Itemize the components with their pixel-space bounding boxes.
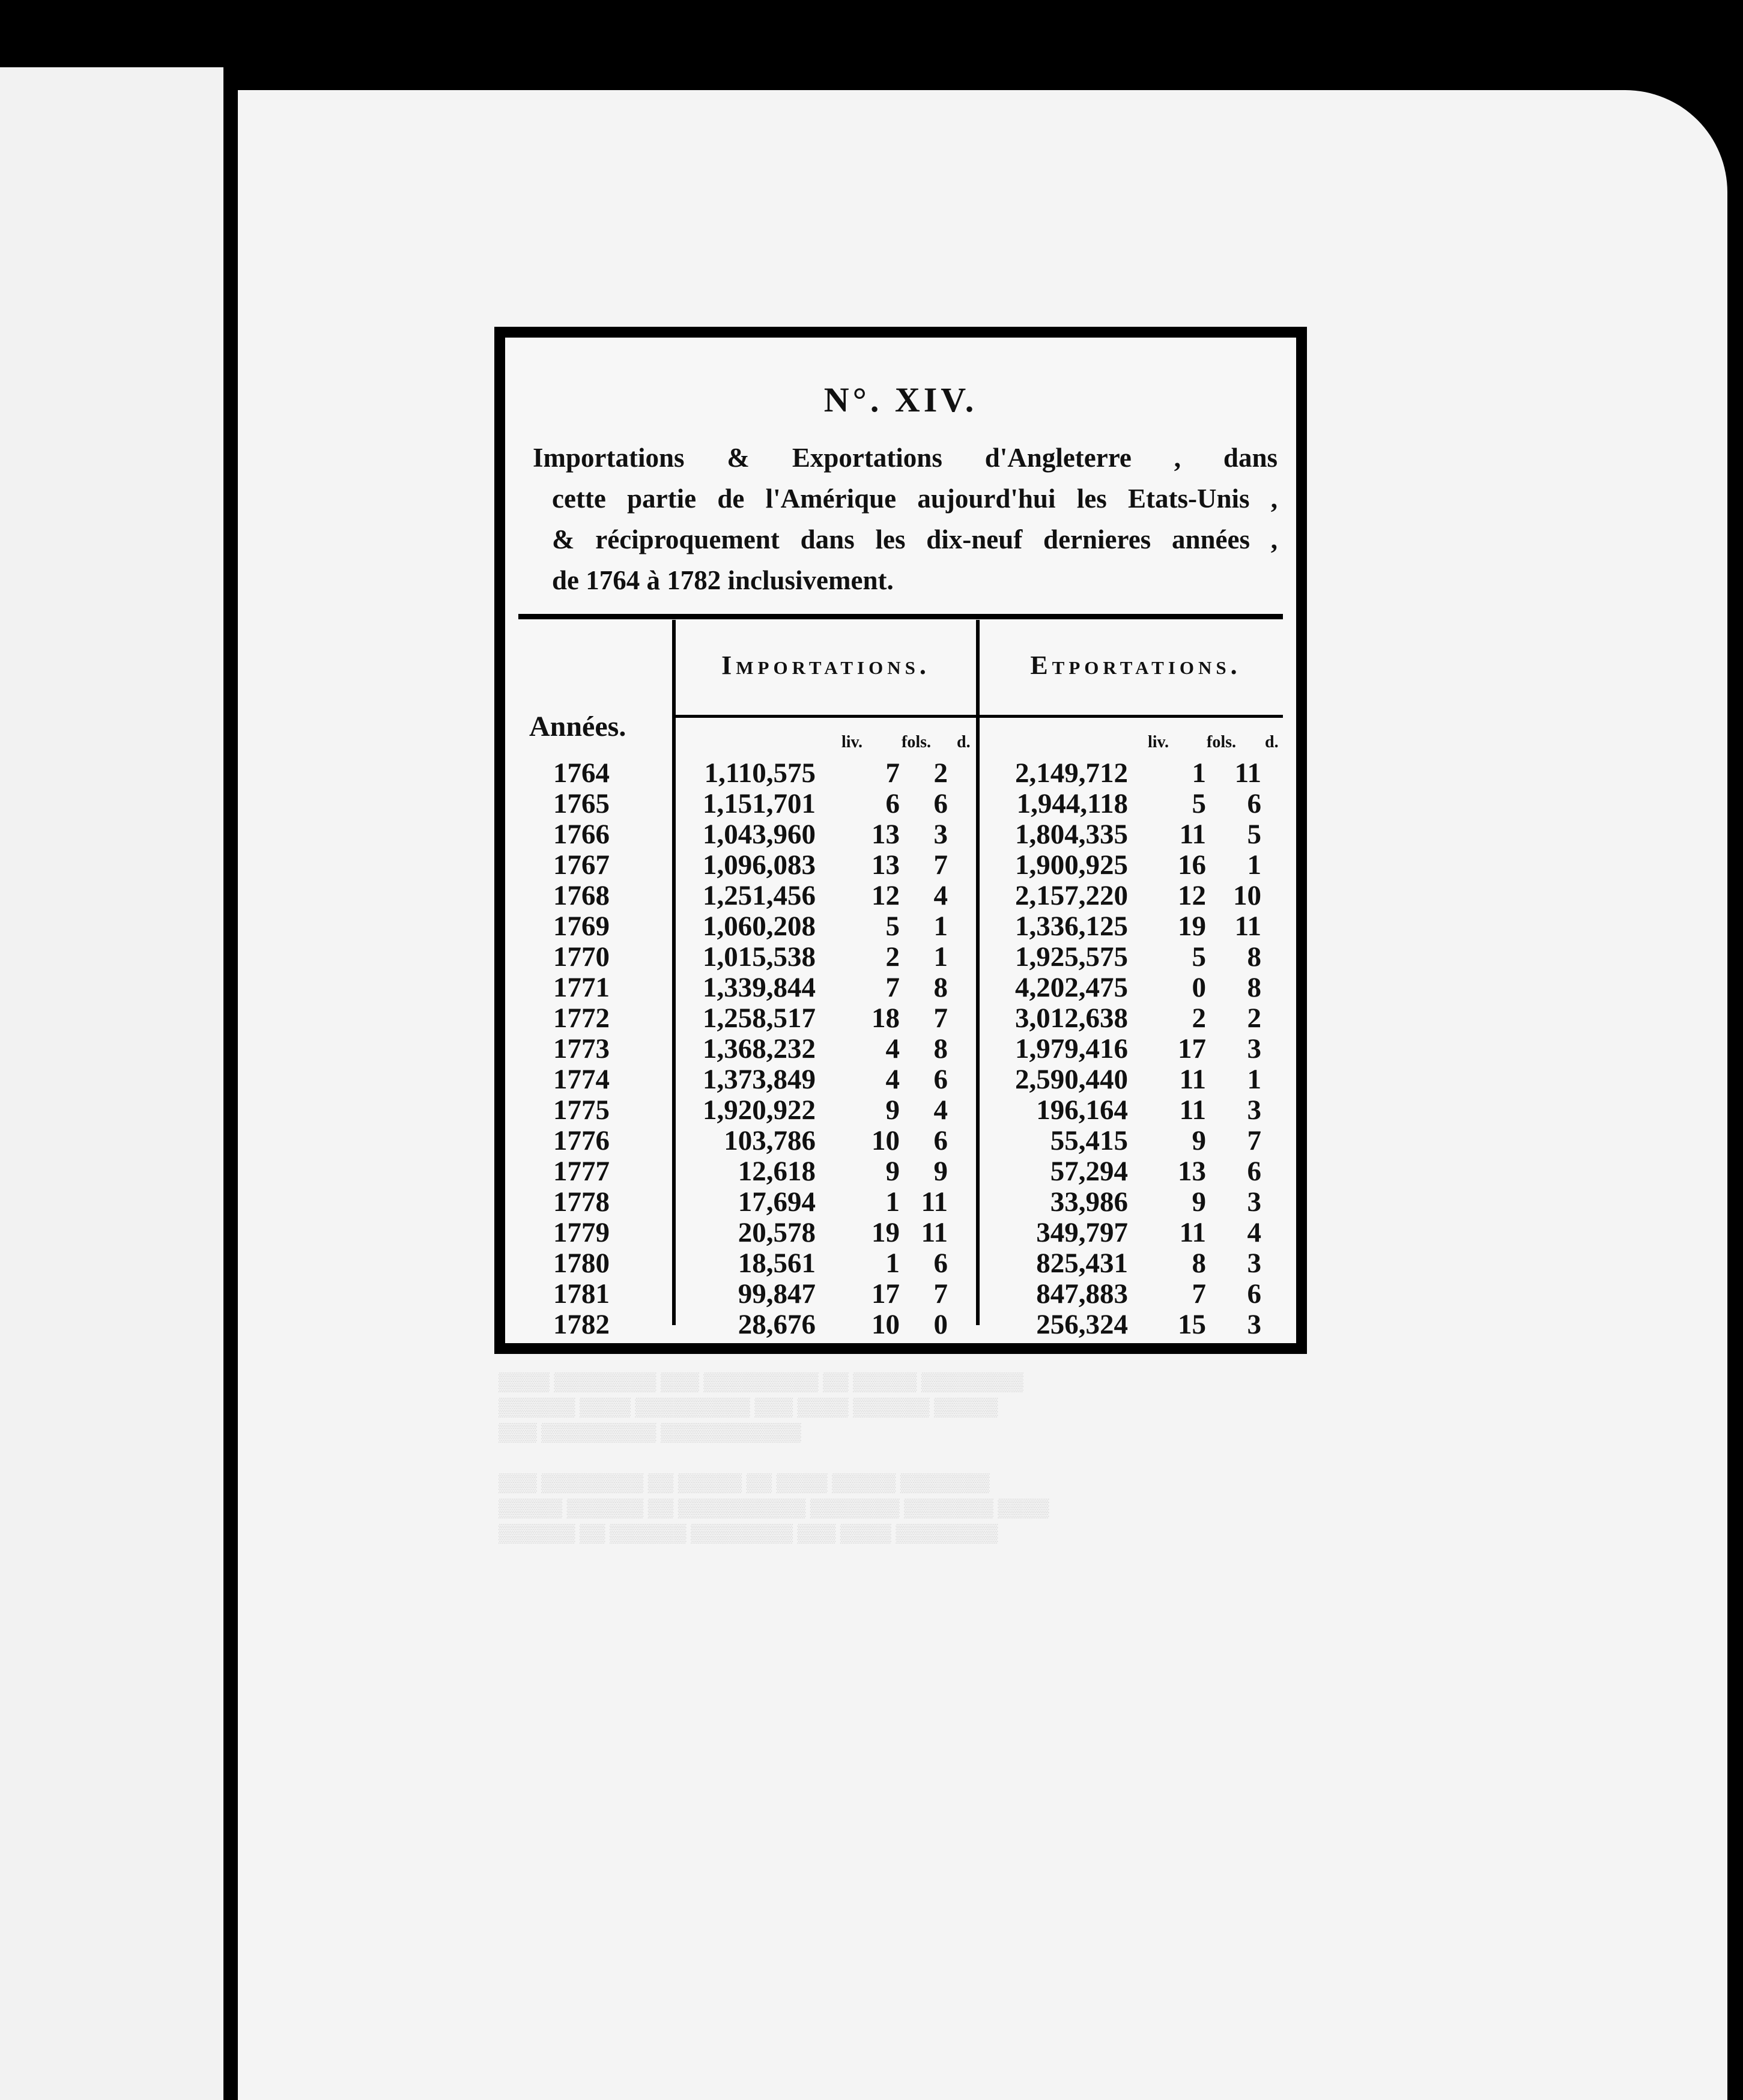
import-deniers-cell: 7 xyxy=(933,1278,948,1309)
export-sols-cell: 11 xyxy=(1179,1094,1206,1126)
table-row xyxy=(505,1155,1296,1186)
imports-d-unit: d. xyxy=(957,733,971,751)
year-cell: 1766 xyxy=(553,819,610,850)
year-cell: 1779 xyxy=(553,1217,610,1248)
title-line-3: & réciproquement dans les dix-neuf dernieres années , xyxy=(552,524,1278,554)
export-livres-cell: 847,883 xyxy=(1036,1278,1128,1309)
export-deniers-cell: 3 xyxy=(1247,1186,1261,1218)
export-livres-cell: 1,804,335 xyxy=(1015,819,1128,850)
imports-header-rule xyxy=(676,715,976,718)
export-deniers-cell: 8 xyxy=(1247,972,1261,1003)
year-cell: 1780 xyxy=(553,1248,610,1279)
import-deniers-cell: 1 xyxy=(933,941,948,973)
export-livres-cell: 1,336,125 xyxy=(1015,911,1128,942)
import-livres-cell: 1,151,701 xyxy=(703,788,816,819)
export-sols-cell: 5 xyxy=(1192,788,1206,819)
import-sols-cell: 9 xyxy=(885,1094,900,1126)
year-cell: 1764 xyxy=(553,757,610,789)
import-deniers-cell: 8 xyxy=(933,1033,948,1064)
export-deniers-cell: 1 xyxy=(1247,849,1261,881)
year-cell: 1781 xyxy=(553,1278,610,1309)
import-deniers-cell: 1 xyxy=(933,911,948,942)
import-deniers-cell: 6 xyxy=(933,1125,948,1156)
table-row xyxy=(505,1247,1296,1278)
page-edge xyxy=(1729,150,1743,2100)
export-sols-cell: 11 xyxy=(1179,1064,1206,1095)
export-sols-cell: 16 xyxy=(1178,849,1206,881)
export-sols-cell: 9 xyxy=(1192,1125,1206,1156)
table-row xyxy=(505,1033,1296,1063)
import-sols-cell: 19 xyxy=(872,1217,900,1248)
import-deniers-cell: 0 xyxy=(933,1309,948,1340)
year-cell: 1778 xyxy=(553,1186,610,1218)
export-deniers-cell: 3 xyxy=(1247,1033,1261,1064)
export-sols-cell: 7 xyxy=(1192,1278,1206,1309)
import-livres-cell: 20,578 xyxy=(738,1217,816,1248)
table-inner xyxy=(503,335,1299,1346)
export-livres-cell: 825,431 xyxy=(1036,1248,1128,1279)
table-row xyxy=(505,1002,1296,1033)
export-sols-cell: 2 xyxy=(1192,1003,1206,1034)
year-cell: 1772 xyxy=(553,1003,610,1034)
export-deniers-cell: 7 xyxy=(1247,1125,1261,1156)
import-sols-cell: 17 xyxy=(872,1278,900,1309)
import-livres-cell: 1,060,208 xyxy=(703,911,816,942)
import-deniers-cell: 11 xyxy=(921,1186,948,1218)
exports-liv-unit: liv. xyxy=(1148,733,1169,751)
import-sols-cell: 13 xyxy=(872,849,900,881)
import-sols-cell: 2 xyxy=(885,941,900,973)
import-livres-cell: 1,096,083 xyxy=(703,849,816,881)
table-title xyxy=(533,437,1278,601)
year-cell: 1782 xyxy=(553,1309,610,1340)
import-deniers-cell: 3 xyxy=(933,819,948,850)
import-deniers-cell: 2 xyxy=(933,757,948,789)
export-sols-cell: 19 xyxy=(1178,911,1206,942)
import-deniers-cell: 11 xyxy=(921,1217,948,1248)
import-sols-cell: 9 xyxy=(885,1156,900,1187)
table-row xyxy=(505,1186,1296,1216)
export-livres-cell: 33,986 xyxy=(1050,1186,1128,1218)
export-livres-cell: 55,415 xyxy=(1050,1125,1128,1156)
export-sols-cell: 12 xyxy=(1178,880,1206,911)
import-deniers-cell: 4 xyxy=(933,1094,948,1126)
title-line-1: Importations & Exportations d'Angleterre , dans xyxy=(533,443,1278,473)
year-cell: 1768 xyxy=(553,880,610,911)
left-page xyxy=(0,67,229,2100)
import-livres-cell: 1,251,456 xyxy=(703,880,816,911)
year-cell: 1777 xyxy=(553,1156,610,1187)
table-row xyxy=(505,1278,1296,1308)
export-sols-cell: 11 xyxy=(1179,819,1206,850)
export-deniers-cell: 6 xyxy=(1247,1278,1261,1309)
import-sols-cell: 10 xyxy=(872,1309,900,1340)
import-deniers-cell: 6 xyxy=(933,1064,948,1095)
table-row xyxy=(505,1063,1296,1094)
exports-header-rule xyxy=(980,715,1283,718)
table-frame xyxy=(494,327,1307,1354)
import-livres-cell: 28,676 xyxy=(738,1309,816,1340)
import-deniers-cell: 4 xyxy=(933,880,948,911)
export-sols-cell: 5 xyxy=(1192,941,1206,973)
table-row xyxy=(505,1124,1296,1155)
export-deniers-cell: 6 xyxy=(1247,788,1261,819)
import-livres-cell: 1,920,922 xyxy=(703,1094,816,1126)
export-deniers-cell: 1 xyxy=(1247,1064,1261,1095)
exports-d-unit: d. xyxy=(1265,733,1279,751)
export-deniers-cell: 4 xyxy=(1247,1217,1261,1248)
table-row xyxy=(505,879,1296,910)
import-livres-cell: 103,786 xyxy=(724,1125,816,1156)
export-livres-cell: 3,012,638 xyxy=(1015,1003,1128,1034)
year-cell: 1776 xyxy=(553,1125,610,1156)
export-deniers-cell: 11 xyxy=(1234,911,1261,942)
import-deniers-cell: 7 xyxy=(933,849,948,881)
export-livres-cell: 349,797 xyxy=(1036,1217,1128,1248)
year-cell: 1771 xyxy=(553,972,610,1003)
table-row xyxy=(505,788,1296,818)
table-row xyxy=(505,849,1296,879)
export-sols-cell: 13 xyxy=(1178,1156,1206,1187)
import-deniers-cell: 6 xyxy=(933,788,948,819)
import-livres-cell: 1,110,575 xyxy=(704,757,816,789)
year-cell: 1767 xyxy=(553,849,610,881)
export-sols-cell: 11 xyxy=(1179,1217,1206,1248)
table-row xyxy=(505,941,1296,971)
table-row xyxy=(505,910,1296,941)
import-livres-cell: 12,618 xyxy=(738,1156,816,1187)
export-deniers-cell: 10 xyxy=(1233,880,1261,911)
import-livres-cell: 1,368,232 xyxy=(703,1033,816,1064)
import-sols-cell: 4 xyxy=(885,1033,900,1064)
imports-sols-unit: fols. xyxy=(902,733,931,751)
export-deniers-cell: 5 xyxy=(1247,819,1261,850)
table-number: N°. XIV. xyxy=(823,380,978,419)
import-sols-cell: 18 xyxy=(872,1003,900,1034)
table-body xyxy=(505,757,1296,1339)
import-livres-cell: 17,694 xyxy=(738,1186,816,1218)
import-sols-cell: 6 xyxy=(885,788,900,819)
export-livres-cell: 2,157,220 xyxy=(1015,880,1128,911)
export-livres-cell: 2,149,712 xyxy=(1015,757,1128,789)
header-rule xyxy=(518,614,1283,619)
export-deniers-cell: 3 xyxy=(1247,1309,1261,1340)
export-sols-cell: 9 xyxy=(1192,1186,1206,1218)
import-livres-cell: 1,043,960 xyxy=(703,819,816,850)
import-sols-cell: 4 xyxy=(885,1064,900,1095)
export-livres-cell: 2,590,440 xyxy=(1015,1064,1128,1095)
imports-liv-unit: liv. xyxy=(841,733,863,751)
import-livres-cell: 1,373,849 xyxy=(703,1064,816,1095)
export-deniers-cell: 2 xyxy=(1247,1003,1261,1034)
year-cell: 1775 xyxy=(553,1094,610,1126)
title-line-2: cette partie de l'Amérique aujourd'hui les Etats-Unis , xyxy=(552,484,1278,514)
exports-header: Etportations. xyxy=(1030,651,1241,680)
import-livres-cell: 1,339,844 xyxy=(703,972,816,1003)
export-deniers-cell: 3 xyxy=(1247,1094,1261,1126)
table-row xyxy=(505,818,1296,849)
import-sols-cell: 7 xyxy=(885,757,900,789)
import-deniers-cell: 9 xyxy=(933,1156,948,1187)
import-sols-cell: 12 xyxy=(872,880,900,911)
title-line-4: de 1764 à 1782 inclusivement. xyxy=(552,565,894,595)
export-livres-cell: 1,944,118 xyxy=(1016,788,1128,819)
imports-header: Importations. xyxy=(721,651,930,680)
year-cell: 1774 xyxy=(553,1064,610,1095)
import-livres-cell: 1,258,517 xyxy=(703,1003,816,1034)
table-row xyxy=(505,757,1296,788)
years-header: Années. xyxy=(529,711,626,742)
export-sols-cell: 17 xyxy=(1178,1033,1206,1064)
export-sols-cell: 1 xyxy=(1192,757,1206,789)
import-sols-cell: 5 xyxy=(885,911,900,942)
export-livres-cell: 196,164 xyxy=(1036,1094,1128,1126)
year-cell: 1765 xyxy=(553,788,610,819)
export-sols-cell: 0 xyxy=(1192,972,1206,1003)
export-sols-cell: 15 xyxy=(1178,1309,1206,1340)
export-livres-cell: 1,900,925 xyxy=(1015,849,1128,881)
import-sols-cell: 7 xyxy=(885,972,900,1003)
export-deniers-cell: 8 xyxy=(1247,941,1261,973)
table-row xyxy=(505,1216,1296,1247)
export-livres-cell: 4,202,475 xyxy=(1015,972,1128,1003)
import-livres-cell: 99,847 xyxy=(738,1278,816,1309)
year-cell: 1773 xyxy=(553,1033,610,1064)
import-deniers-cell: 8 xyxy=(933,972,948,1003)
import-livres-cell: 1,015,538 xyxy=(703,941,816,973)
import-deniers-cell: 6 xyxy=(933,1248,948,1279)
import-sols-cell: 10 xyxy=(872,1125,900,1156)
year-cell: 1770 xyxy=(553,941,610,973)
table-row xyxy=(505,1094,1296,1124)
import-sols-cell: 1 xyxy=(885,1186,900,1218)
import-sols-cell: 13 xyxy=(872,819,900,850)
export-livres-cell: 1,925,575 xyxy=(1015,941,1128,973)
export-livres-cell: 57,294 xyxy=(1050,1156,1128,1187)
export-livres-cell: 1,979,416 xyxy=(1015,1033,1128,1064)
export-deniers-cell: 11 xyxy=(1234,757,1261,789)
export-deniers-cell: 6 xyxy=(1247,1156,1261,1187)
import-sols-cell: 1 xyxy=(885,1248,900,1279)
exports-sols-unit: fols. xyxy=(1207,733,1236,751)
bleed-through-text: ▒▒▒▒ ▒▒▒▒▒▒▒▒ ▒▒▒ ▒▒▒▒▒▒▒▒▒ ▒▒ ▒▒▒▒▒ ▒▒▒▒▒▒▒▒ ▒▒▒▒▒▒ ▒▒▒▒ ▒▒▒▒▒▒▒▒▒ ▒▒▒ ▒▒▒▒ ▒▒▒▒▒▒ ▒▒▒▒▒ ▒▒▒ ▒▒▒▒▒▒▒▒▒ ▒▒▒▒▒▒▒▒▒▒▒ ▒▒▒ ▒▒▒▒▒▒▒▒ ▒▒ ▒▒▒▒▒ ▒▒ ▒▒▒▒ ▒▒▒▒▒ ▒▒▒▒▒▒▒ ▒▒▒▒▒ ▒▒▒▒▒▒ ▒▒ ▒▒▒▒▒▒▒▒▒▒ ▒▒▒▒▒▒▒ ▒▒▒▒▒▒▒ ▒▒▒▒ ▒▒▒▒▒▒ ▒▒ ▒▒▒▒▒▒ ▒▒▒▒▒▒▒▒ ▒▒▒ ▒▒▒▒ ▒▒▒▒▒▒▒▒ xyxy=(499,1372,1049,1543)
import-livres-cell: 18,561 xyxy=(738,1248,816,1279)
table-row xyxy=(505,1308,1296,1339)
export-livres-cell: 256,324 xyxy=(1036,1309,1128,1340)
year-cell: 1769 xyxy=(553,911,610,942)
table-row xyxy=(505,971,1296,1002)
export-sols-cell: 8 xyxy=(1192,1248,1206,1279)
import-deniers-cell: 7 xyxy=(933,1003,948,1034)
export-deniers-cell: 3 xyxy=(1247,1248,1261,1279)
